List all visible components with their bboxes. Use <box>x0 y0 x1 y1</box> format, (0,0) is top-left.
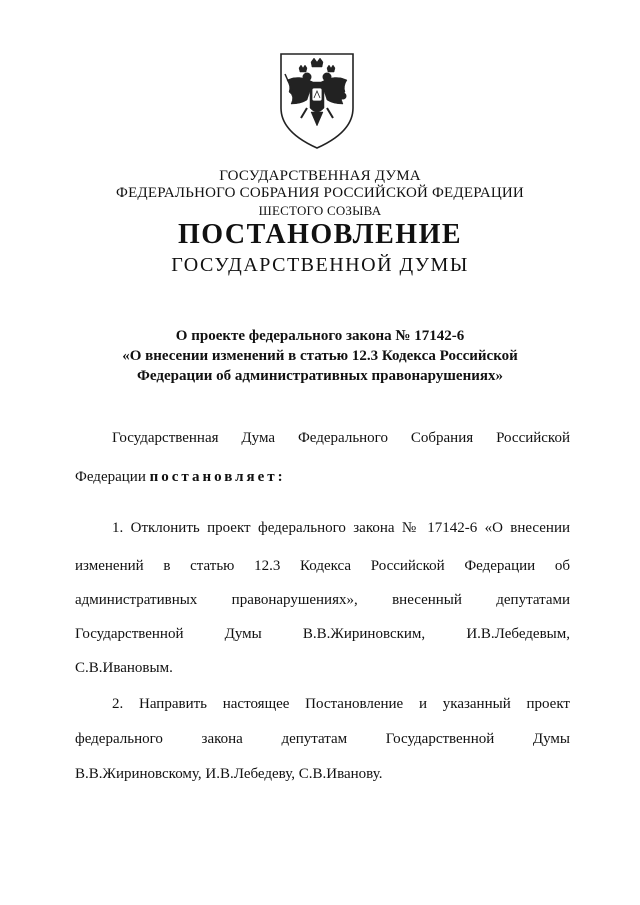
intro-line-1: Государственная Дума Федерального Собрания Российской <box>112 430 570 446</box>
org-line-2: ФЕДЕРАЛЬНОГО СОБРАНИЯ РОССИЙСКОЙ ФЕДЕРАЦИИ <box>116 185 524 201</box>
paragraph-1-line-1: 1. Отклонить проект федерального закона № 17142-6 «О внесении <box>112 520 570 536</box>
paragraph-1-line-2: изменений в статью 12.3 Кодекса Российской Федерации об <box>75 558 570 574</box>
paragraph-2-line-2: федерального закона депутатам Государственной Думы <box>75 731 570 747</box>
resolves-verb: постановляет: <box>149 469 286 485</box>
org-line-1: ГОСУДАРСТВЕННАЯ ДУМА <box>219 168 421 184</box>
paragraph-1-line-5: С.В.Ивановым. <box>75 660 173 676</box>
subject-line-1: О проекте федерального закона № 17142-6 <box>175 328 465 344</box>
paragraph-2-line-3: В.В.Жириновскому, И.В.Лебедеву, С.В.Иванову. <box>75 766 383 782</box>
org-line-3: ШЕСТОГО СОЗЫВА <box>258 203 382 218</box>
subject-line-3: Федерации об административных правонарушениях» <box>137 368 503 384</box>
intro-federation-text: Федерации <box>75 469 146 485</box>
document-type-subtitle: ГОСУДАРСТВЕННОЙ ДУМЫ <box>171 254 469 276</box>
paragraph-1-line-3: административных правонарушениях», внесенный депутатами <box>75 592 570 608</box>
document-type-title: ПОСТАНОВЛЕНИЕ <box>177 219 463 250</box>
coat-of-arms-icon <box>277 52 357 150</box>
subject-line-2: «О внесении изменений в статью 12.3 Кодекса Российской <box>122 348 518 364</box>
intro-line-2 <box>75 467 570 487</box>
paragraph-2-line-1: 2. Направить настоящее Постановление и указанный проект <box>112 696 570 712</box>
paragraph-1-line-4: Государственной Думы В.В.Жириновским, И.В.Лебедевым, <box>75 626 570 642</box>
